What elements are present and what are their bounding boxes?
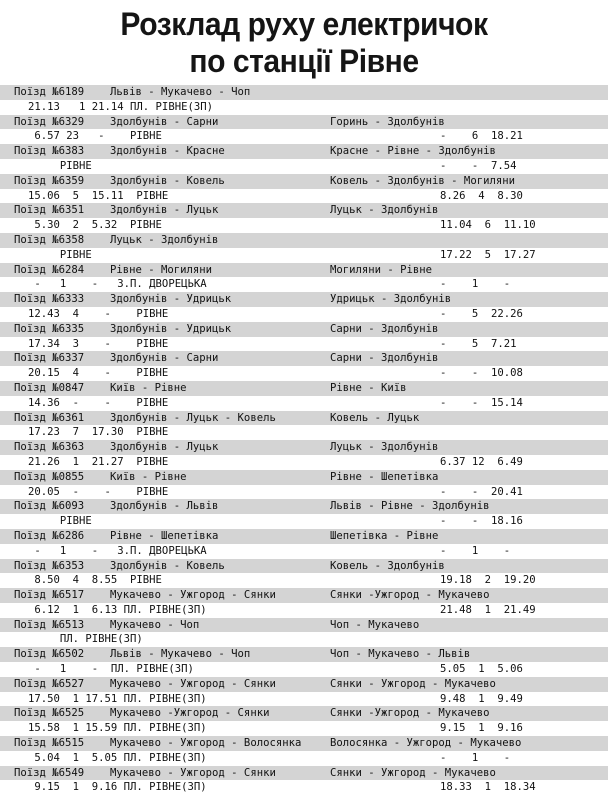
train-times-row (0, 218, 608, 233)
train-entry (0, 115, 608, 145)
train-entry (0, 677, 608, 707)
train-number: Поїзд №6351 (14, 204, 85, 217)
train-number: Поїзд №6363 (14, 441, 85, 454)
train-header-row (0, 85, 608, 100)
train-return-route: Сянки -Ужгород - Мукачево (330, 589, 490, 602)
train-entry (0, 736, 608, 766)
return-times: - 5 7.21 (440, 337, 517, 350)
train-return-route: Шепетівка - Рівне (330, 529, 439, 542)
train-route: Львів - Мукачево - Чоп (110, 648, 251, 661)
train-route: Львів - Мукачево - Чоп (110, 86, 251, 98)
train-entry (0, 499, 608, 529)
train-return-route: Рівне - Шепетівка (330, 470, 439, 483)
train-return-route: Сянки - Ужгород - Мукачево (330, 677, 496, 690)
train-route: Здолбунів - Ковель (110, 174, 225, 187)
train-entry (0, 529, 608, 559)
return-times: - 5 22.26 (440, 307, 523, 320)
return-times: - - 15.14 (440, 396, 523, 409)
train-route: Київ - Рівне (110, 381, 187, 394)
train-number: Поїзд №6333 (14, 293, 85, 306)
train-route: Луцьк - Здолбунів (110, 233, 219, 246)
train-route: Мукачево - Ужгород - Волосянка (110, 737, 302, 750)
departure-times: 8.50 4 8.55 РІВНЕ (28, 574, 162, 587)
departure-times: 6.57 23 - РІВНЕ (28, 130, 162, 143)
train-entry (0, 85, 608, 115)
departure-times: РІВНЕ (28, 248, 92, 261)
train-header-row (0, 766, 608, 781)
train-entry (0, 766, 608, 796)
train-route: Здолбунів - Львів (110, 500, 219, 513)
train-return-route: Сарни - Здолбунів (330, 352, 439, 365)
train-times-row (0, 632, 608, 647)
train-route: Здолбунів - Удрицьк (110, 293, 232, 306)
train-header-row (0, 618, 608, 633)
return-times: - 1 - (440, 278, 511, 291)
train-return-route: Чоп - Мукачево (330, 618, 420, 631)
train-entry (0, 440, 608, 470)
train-times-row (0, 159, 608, 174)
departure-times: 9.15 1 9.16 ПЛ. РІВНЕ(ЗП) (28, 781, 207, 794)
train-times-row (0, 366, 608, 381)
train-number: Поїзд №6515 (14, 737, 85, 750)
return-times: 18.33 1 18.34 (440, 781, 536, 794)
departure-times: 21.26 1 21.27 РІВНЕ (28, 455, 169, 468)
train-number: Поїзд №6335 (14, 322, 85, 335)
departure-times: 15.06 5 15.11 РІВНЕ (28, 189, 169, 202)
return-times: 19.18 2 19.20 (440, 574, 536, 587)
train-number: Поїзд №6517 (14, 589, 85, 602)
return-times: - - 7.54 (440, 159, 517, 172)
train-header-row (0, 351, 608, 366)
train-times-row (0, 603, 608, 618)
train-return-route: Ковель - Здолбунів (330, 559, 445, 572)
train-entry (0, 322, 608, 352)
train-times-row (0, 248, 608, 263)
train-header-row (0, 322, 608, 337)
return-times: 21.48 1 21.49 (440, 603, 536, 616)
train-times-row (0, 692, 608, 707)
train-route: Рівне - Шепетівка (110, 529, 219, 542)
train-route: Мукачево - Чоп (110, 618, 200, 631)
train-return-route: Сянки -Ужгород - Мукачево (330, 707, 490, 720)
train-route: Здолбунів - Удрицьк (110, 322, 232, 335)
train-entry (0, 588, 608, 618)
train-header-row (0, 470, 608, 485)
return-times: 9.48 1 9.49 (440, 692, 523, 705)
train-times-row (0, 100, 608, 115)
train-header-row (0, 174, 608, 189)
train-number: Поїзд №6502 (14, 648, 85, 661)
train-header-row (0, 411, 608, 426)
departure-times: 17.23 7 17.30 РІВНЕ (28, 426, 169, 439)
train-times-row (0, 721, 608, 736)
train-route: Мукачево -Ужгород - Сянки (110, 707, 270, 720)
train-times-row (0, 277, 608, 292)
train-entry (0, 706, 608, 736)
train-header-row (0, 381, 608, 396)
train-number: Поїзд №0847 (14, 381, 85, 394)
return-times: - 1 - (440, 544, 511, 557)
train-times-row (0, 751, 608, 766)
train-entry (0, 470, 608, 500)
train-times-row (0, 780, 608, 795)
train-entry (0, 381, 608, 411)
train-header-row (0, 677, 608, 692)
train-return-route: Могиляни - Рівне (330, 263, 433, 276)
train-number: Поїзд №0855 (14, 470, 85, 483)
train-header-row (0, 144, 608, 159)
departure-times: 20.05 - - РІВНЕ (28, 485, 169, 498)
return-times: 6.37 12 6.49 (440, 455, 523, 468)
departure-times: - 1 - З.П. ДВОРЕЦЬКА (28, 544, 207, 557)
train-header-row (0, 440, 608, 455)
train-entry (0, 233, 608, 263)
train-times-row (0, 189, 608, 204)
return-times: - - 10.08 (440, 367, 523, 380)
train-return-route: Ковель - Луцьк (330, 411, 420, 424)
departure-times: - 1 - З.П. ДВОРЕЦЬКА (28, 278, 207, 291)
train-route: Здолбунів - Сарни (110, 352, 219, 365)
train-entry (0, 144, 608, 174)
train-number: Поїзд №6358 (14, 233, 85, 246)
train-times-row (0, 485, 608, 500)
departure-times: 21.13 1 21.14 ПЛ. РІВНЕ(ЗП) (28, 100, 213, 113)
train-route: Здолбунів - Красне (110, 145, 225, 158)
train-number: Поїзд №6329 (14, 115, 85, 128)
train-times-row (0, 425, 608, 440)
departure-times: 12.43 4 - РІВНЕ (28, 307, 169, 320)
train-entry (0, 174, 608, 204)
train-header-row (0, 499, 608, 514)
departure-times: РІВНЕ (28, 515, 92, 528)
train-return-route: Красне - Рівне - Здолбунів (330, 145, 496, 158)
train-header-row (0, 736, 608, 751)
train-route: Мукачево - Ужгород - Сянки (110, 677, 276, 690)
train-route: Здолбунів - Луцьк (110, 204, 219, 217)
departure-times: 15.58 1 15.59 ПЛ. РІВНЕ(ЗП) (28, 722, 207, 735)
train-header-row (0, 588, 608, 603)
train-header-row (0, 529, 608, 544)
train-times-row (0, 337, 608, 352)
departure-times: 5.30 2 5.32 РІВНЕ (28, 219, 162, 232)
train-entry (0, 618, 608, 648)
train-route: Київ - Рівне (110, 470, 187, 483)
schedule-table (0, 85, 608, 795)
train-route: Здолбунів - Ковель (110, 559, 225, 572)
train-header-row (0, 233, 608, 248)
train-times-row (0, 129, 608, 144)
train-entry (0, 559, 608, 589)
train-return-route: Удрицьк - Здолбунів (330, 293, 452, 306)
train-times-row (0, 573, 608, 588)
train-number: Поїзд №6284 (14, 263, 85, 276)
train-number: Поїзд №6359 (14, 174, 85, 187)
train-return-route: Волосянка - Ужгород - Мукачево (330, 737, 522, 750)
departure-times: 20.15 4 - РІВНЕ (28, 367, 169, 380)
train-return-route: Рівне - Київ (330, 381, 407, 394)
return-times: 8.26 4 8.30 (440, 189, 523, 202)
return-times: 9.15 1 9.16 (440, 722, 523, 735)
departure-times: 14.36 - - РІВНЕ (28, 396, 169, 409)
return-times: 17.22 5 17.27 (440, 248, 536, 261)
train-number: Поїзд №6383 (14, 145, 85, 158)
return-times: 5.05 1 5.06 (440, 663, 523, 676)
train-times-row (0, 396, 608, 411)
train-times-row (0, 514, 608, 529)
train-header-row (0, 292, 608, 307)
train-number: Поїзд №6286 (14, 529, 85, 542)
train-number: Поїзд №6525 (14, 707, 85, 720)
train-times-row (0, 455, 608, 470)
page-title (18, 6, 590, 80)
train-route: Здолбунів - Луцьк (110, 441, 219, 454)
train-header-row (0, 559, 608, 574)
train-header-row (0, 115, 608, 130)
train-return-route: Сянки - Ужгород - Мукачево (330, 766, 496, 779)
train-return-route: Горинь - Здолбунів (330, 115, 445, 128)
departure-times: 17.34 3 - РІВНЕ (28, 337, 169, 350)
train-route: Мукачево - Ужгород - Сянки (110, 589, 276, 602)
train-entry (0, 647, 608, 677)
train-number: Поїзд №6189 (14, 86, 85, 98)
train-number: Поїзд №6337 (14, 352, 85, 365)
departure-times: 17.50 1 17.51 ПЛ. РІВНЕ(ЗП) (28, 692, 207, 705)
train-number: Поїзд №6353 (14, 559, 85, 572)
train-header-row (0, 203, 608, 218)
train-header-row (0, 263, 608, 278)
return-times: - - 20.41 (440, 485, 523, 498)
return-times: - - 18.16 (440, 515, 523, 528)
departure-times: 6.12 1 6.13 ПЛ. РІВНЕ(ЗП) (28, 603, 207, 616)
title-line-2: по станції Рівне (189, 43, 419, 79)
departure-times: ПЛ. РІВНЕ(ЗП) (28, 633, 143, 646)
train-entry (0, 203, 608, 233)
title-line-1: Розклад руху електричок (120, 6, 488, 42)
train-route: Здолбунів - Луцьк - Ковель (110, 411, 276, 424)
train-entry (0, 292, 608, 322)
departure-times: 5.04 1 5.05 ПЛ. РІВНЕ(ЗП) (28, 751, 207, 764)
train-number: Поїзд №6093 (14, 500, 85, 513)
train-number: Поїзд №6527 (14, 677, 85, 690)
train-return-route: Сарни - Здолбунів (330, 322, 439, 335)
train-route: Рівне - Могиляни (110, 263, 213, 276)
train-return-route: Луцьк - Здолбунів (330, 441, 439, 454)
return-times: 11.04 6 11.10 (440, 219, 536, 232)
departure-times: РІВНЕ (28, 159, 92, 172)
train-return-route: Львів - Рівне - Здолбунів (330, 500, 490, 513)
return-times: - 1 - (440, 751, 511, 764)
train-entry (0, 351, 608, 381)
train-return-route: Ковель - Здолбунів - Могиляни (330, 174, 515, 187)
train-route: Мукачево - Ужгород - Сянки (110, 766, 276, 779)
train-entry (0, 411, 608, 441)
return-times: - 6 18.21 (440, 130, 523, 143)
train-return-route: Луцьк - Здолбунів (330, 204, 439, 217)
train-number: Поїзд №6549 (14, 766, 85, 779)
train-times-row (0, 544, 608, 559)
train-entry (0, 263, 608, 293)
departure-times: - 1 - ПЛ. РІВНЕ(ЗП) (28, 663, 194, 676)
train-route: Здолбунів - Сарни (110, 115, 219, 128)
train-number: Поїзд №6361 (14, 411, 85, 424)
train-header-row (0, 706, 608, 721)
train-return-route: Чоп - Мукачево - Львів (330, 648, 471, 661)
train-times-row (0, 307, 608, 322)
train-times-row (0, 662, 608, 677)
train-number: Поїзд №6513 (14, 618, 85, 631)
train-header-row (0, 647, 608, 662)
